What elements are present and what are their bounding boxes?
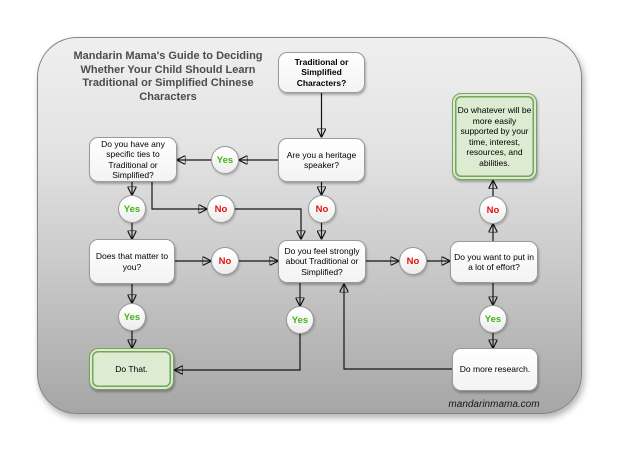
yes-circle-ties-to-matter: Yes <box>118 195 146 223</box>
node-start: Traditional or Simplified Characters? <box>278 52 365 93</box>
yes-circle-heritage-to-ties: Yes <box>211 146 239 174</box>
node-heritage: Are you a heritage speaker? <box>278 138 365 182</box>
node-do-that: Do That. <box>89 348 174 390</box>
no-circle-feel-to-effort: No <box>399 247 427 275</box>
no-circle-matter-to-feel: No <box>211 247 239 275</box>
node-research: Do more research. <box>452 348 538 391</box>
node-whatever: Do whatever will be more easily supported by your time, interest, resources, and abilities. <box>452 93 537 180</box>
page-title: Mandarin Mama's Guide to Deciding Whether Your Child Should Learn Traditional or Simplified Chinese Characters <box>73 50 263 103</box>
yes-circle-matter-to-dothat: Yes <box>118 303 146 331</box>
no-circle-heritage-to-feel: No <box>308 195 336 223</box>
node-ties: Do you have any specific ties to Traditional or Simplified? <box>89 137 177 182</box>
node-matter: Does that matter to you? <box>89 239 175 284</box>
yes-circle-effort-to-research: Yes <box>479 305 507 333</box>
node-feel: Do you feel strongly about Traditional or Simplified? <box>278 240 366 283</box>
no-circle-ties-to-feel: No <box>207 195 235 223</box>
watermark: mandarinmama.com <box>448 399 540 410</box>
yes-circle-feel-to-dothat: Yes <box>286 306 314 334</box>
node-effort: Do you want to put in a lot of effort? <box>450 241 538 283</box>
no-circle-effort-to-whatever: No <box>479 196 507 224</box>
